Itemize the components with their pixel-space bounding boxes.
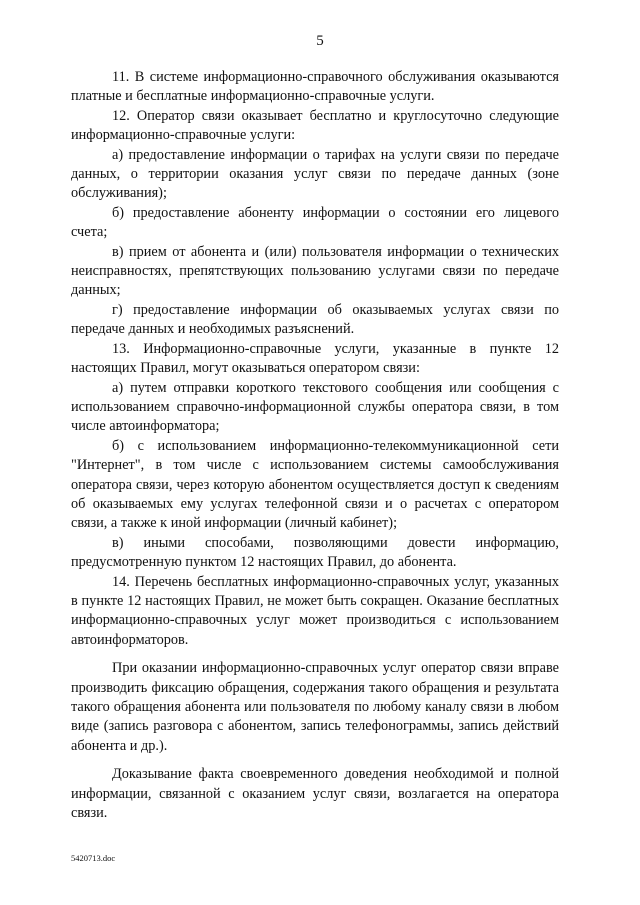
paragraph-14: 14. Перечень бесплатных информационно-справочных услуг, указанных в пункте 12 настоящих Правил, не может быть сокращен. Оказание бесплатных информационно-справочных услуг может производиться с использованием автоинформаторов.	[71, 573, 559, 648]
paragraph-13-b: б) с использованием информационно-телекоммуникационной сети "Интернет", в том числе с использованием системы самообслуживания оператора связи, через которую абонентом осуществляется доступ к сведениям об оказываемых ему услугах телефонной связи и о расчетах с оператором связи, а также к иной информации (личный кабинет);	[71, 437, 559, 532]
paragraph-recording: При оказании информационно-справочных услуг оператор связи вправе производить фиксацию обращения, содержания такого обращения и результата такого обращения абонента или пользователя по любому каналу связи в любом виде (запись разговора с абонентом, запись телефонограммы, запись действий абонента и др.).	[71, 660, 559, 754]
paragraph-12-g: г) предоставление информации об оказываемых услугах связи по передаче данных и необходимых разъяснений.	[71, 301, 559, 338]
paragraph-12-a: а) предоставление информации о тарифах на услуги связи по передаче данных, о территории оказания услуг связи по передаче данных (зоне обслуживания);	[71, 146, 559, 202]
paragraph-13-v: в) иными способами, позволяющими довести информацию, предусмотренную пунктом 12 настоящих Правил, до абонента.	[71, 534, 559, 571]
paragraph-13-a: а) путем отправки короткого текстового сообщения или сообщения с использованием справочно-информационной службы оператора связи, в том числе автоинформатора;	[71, 379, 559, 435]
paragraph-13: 13. Информационно-справочные услуги, указанные в пункте 12 настоящих Правил, могут оказываться оператором связи:	[71, 340, 559, 377]
paragraph-12-b: б) предоставление абоненту информации о состоянии его лицевого счета;	[71, 204, 559, 241]
paragraph-12: 12. Оператор связи оказывает бесплатно и круглосуточно следующие информационно-справочные услуги:	[71, 107, 559, 144]
paragraph-11: 11. В системе информационно-справочного обслуживания оказываются платные и бесплатные информационно-справочные услуги.	[71, 69, 559, 105]
footer-file-id: 5420713.doc	[71, 853, 116, 863]
paragraph-12-v: в) прием от абонента и (или) пользователя информации о технических неисправностях, препятствующих пользованию услугами связи по передаче данных;	[71, 243, 559, 299]
page-number: 5	[316, 33, 324, 49]
document-body	[71, 68, 559, 823]
paragraph-burden-of-proof: Доказывание факта своевременного доведения необходимой и полной информации, связанной с оказанием услуг связи, возлагается на оператора связи.	[71, 766, 559, 822]
